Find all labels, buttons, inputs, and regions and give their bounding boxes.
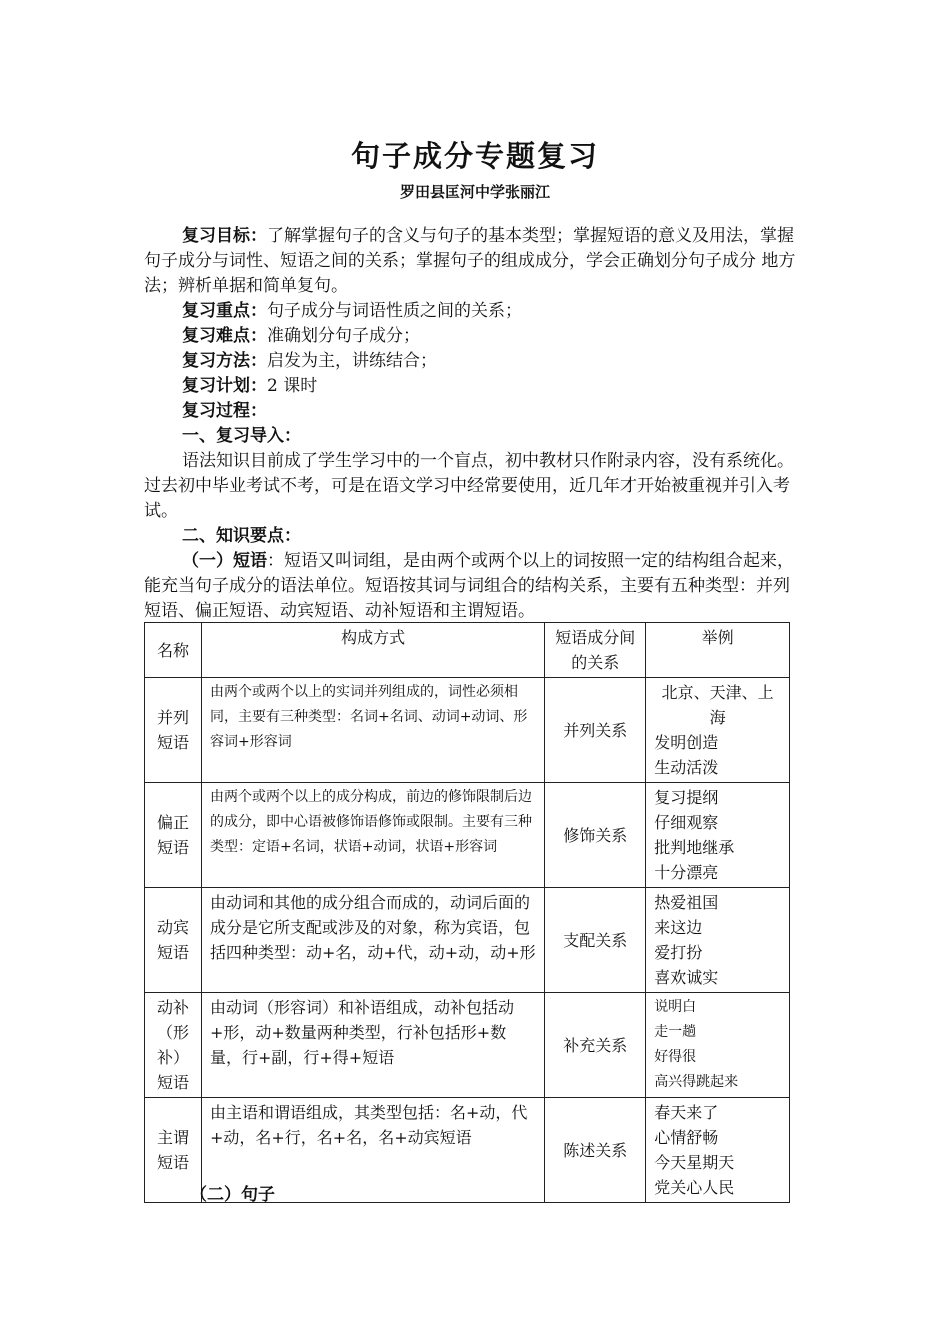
example-item: 生动活泼 [654, 758, 719, 777]
row-examples [646, 1098, 790, 1203]
goal-label: 复习目标： [182, 226, 267, 246]
method-label: 复习方法： [182, 351, 267, 371]
difficulty-label: 复习难点： [182, 326, 267, 346]
example-item: 爱打扮 [654, 943, 703, 962]
sentence-heading: （二）句子 [190, 1185, 275, 1205]
row-name: 偏正短语 [145, 783, 202, 888]
row-desc: 由动词和其他的成分组合而成的，动词后面的成分是它所支配或涉及的对象，称为宾语，包括四种类型：动+名，动+代，动+动，动+形 [201, 888, 544, 993]
phrases-label: （一）短语 [182, 551, 267, 571]
focus-line [144, 299, 804, 324]
difficulty-text: 准确划分句子成分； [267, 326, 420, 346]
row-relation: 补充关系 [545, 993, 646, 1098]
process-label: 复习过程： [182, 401, 267, 421]
row-desc: 由两个或两个以上的成分构成，前边的修饰限制后边的成分，即中心语被修饰语修饰或限制。主要有三种类型：定语+名词，状语+动词，状语+形容词 [201, 783, 544, 888]
example-item: 说明白 [654, 999, 697, 1015]
example-item: 高兴得跳起来 [654, 1074, 739, 1090]
goal-paragraph [144, 224, 804, 299]
focus-label: 复习重点： [182, 301, 267, 321]
difficulty-line [144, 324, 804, 349]
author-line: 罗田县匡河中学张丽江 [399, 183, 550, 201]
example-item: 走一趟 [654, 1024, 697, 1040]
example-item: 春天来了 [654, 1103, 719, 1122]
method-line [144, 349, 804, 374]
row-relation: 并列关系 [545, 678, 646, 783]
row-examples [646, 678, 790, 783]
plan-line [144, 374, 804, 399]
example-item: 仔细观察 [654, 813, 719, 832]
example-item: 复习提纲 [654, 788, 719, 807]
section1-heading: 一、复习导入： [182, 426, 301, 446]
row-name: 主谓短语 [145, 1098, 202, 1203]
phrases-paragraph [144, 549, 804, 624]
table-row [145, 888, 790, 993]
section1-text: 语法知识目前成了学生学习中的一个盲点，初中教材只作附录内容，没有系统化。过去初中毕业考试不考，可是在语文学习中经常要使用，近几年才开始被重视并引入考试。 [144, 451, 794, 521]
table-row [145, 678, 790, 783]
document-body [144, 224, 804, 624]
method-text: 启发为主，讲练结合； [267, 351, 437, 371]
table-row [145, 783, 790, 888]
plan-label: 复习计划： [182, 376, 267, 396]
phrases-text: ：短语又叫词组，是由两个或两个以上的词按照一定的结构组合起来，能充当句子成分的语法单位。短语按其词与词组合的结构关系，主要有五种类型：并列短语、偏正短语、动宾短语、动补短语和主谓短语。 [144, 551, 794, 621]
example-item: 北京、天津、上海 [661, 683, 774, 727]
row-examples [646, 888, 790, 993]
section2-heading: 二、知识要点： [182, 526, 301, 546]
row-desc: 由两个或两个以上的实词并列组成的，词性必须相同，主要有三种类型：名词+名词、动词+动词、形容词+形容词 [201, 678, 544, 783]
example-item: 十分漂亮 [654, 863, 719, 882]
row-desc: 由主语和谓语组成，其类型包括：名+动，代+动，名+行，名+名，名+动宾短语 [201, 1098, 544, 1203]
example-item: 来这边 [654, 918, 703, 937]
page-title: 句子成分专题复习 [350, 139, 599, 173]
row-examples [646, 783, 790, 888]
header-structure: 构成方式 [201, 623, 544, 678]
example-item: 今天星期天 [654, 1153, 735, 1172]
header-relation: 短语成分间的关系 [545, 623, 646, 678]
header-name: 名称 [145, 623, 202, 678]
example-item: 批判地继承 [654, 838, 735, 857]
goal-text: 了解掌握句子的含义与句子的基本类型；掌握短语的意义及用法，掌握句子成分与词性、短语之间的关系；掌握句子的组成成分，学会正确划分句子成分 地方法；辨析单据和简单复句。 [144, 226, 796, 296]
row-name: 并列短语 [145, 678, 202, 783]
row-relation: 陈述关系 [545, 1098, 646, 1203]
row-name: 动补（形补）短语 [145, 993, 202, 1098]
table-row [145, 993, 790, 1098]
example-item: 心情舒畅 [654, 1128, 719, 1147]
example-item: 发明创造 [654, 733, 719, 752]
example-item: 好得很 [654, 1049, 697, 1065]
phrase-types-table [144, 622, 790, 1203]
example-item: 热爱祖国 [654, 893, 719, 912]
row-name: 动宾短语 [145, 888, 202, 993]
example-item: 喜欢诚实 [654, 968, 719, 987]
row-relation: 支配关系 [545, 888, 646, 993]
header-example: 举例 [646, 623, 790, 678]
table-header-row [145, 623, 790, 678]
focus-text: 句子成分与词语性质之间的关系； [267, 301, 522, 321]
plan-text: 2 课时 [267, 376, 318, 396]
row-relation: 修饰关系 [545, 783, 646, 888]
row-examples [646, 993, 790, 1098]
row-desc: 由动词（形容词）和补语组成，动补包括动+形，动+数量两种类型，行补包括形+数量，行+副，行+得+短语 [201, 993, 544, 1098]
process-line [144, 399, 804, 424]
example-item: 党关心人民 [654, 1178, 735, 1197]
